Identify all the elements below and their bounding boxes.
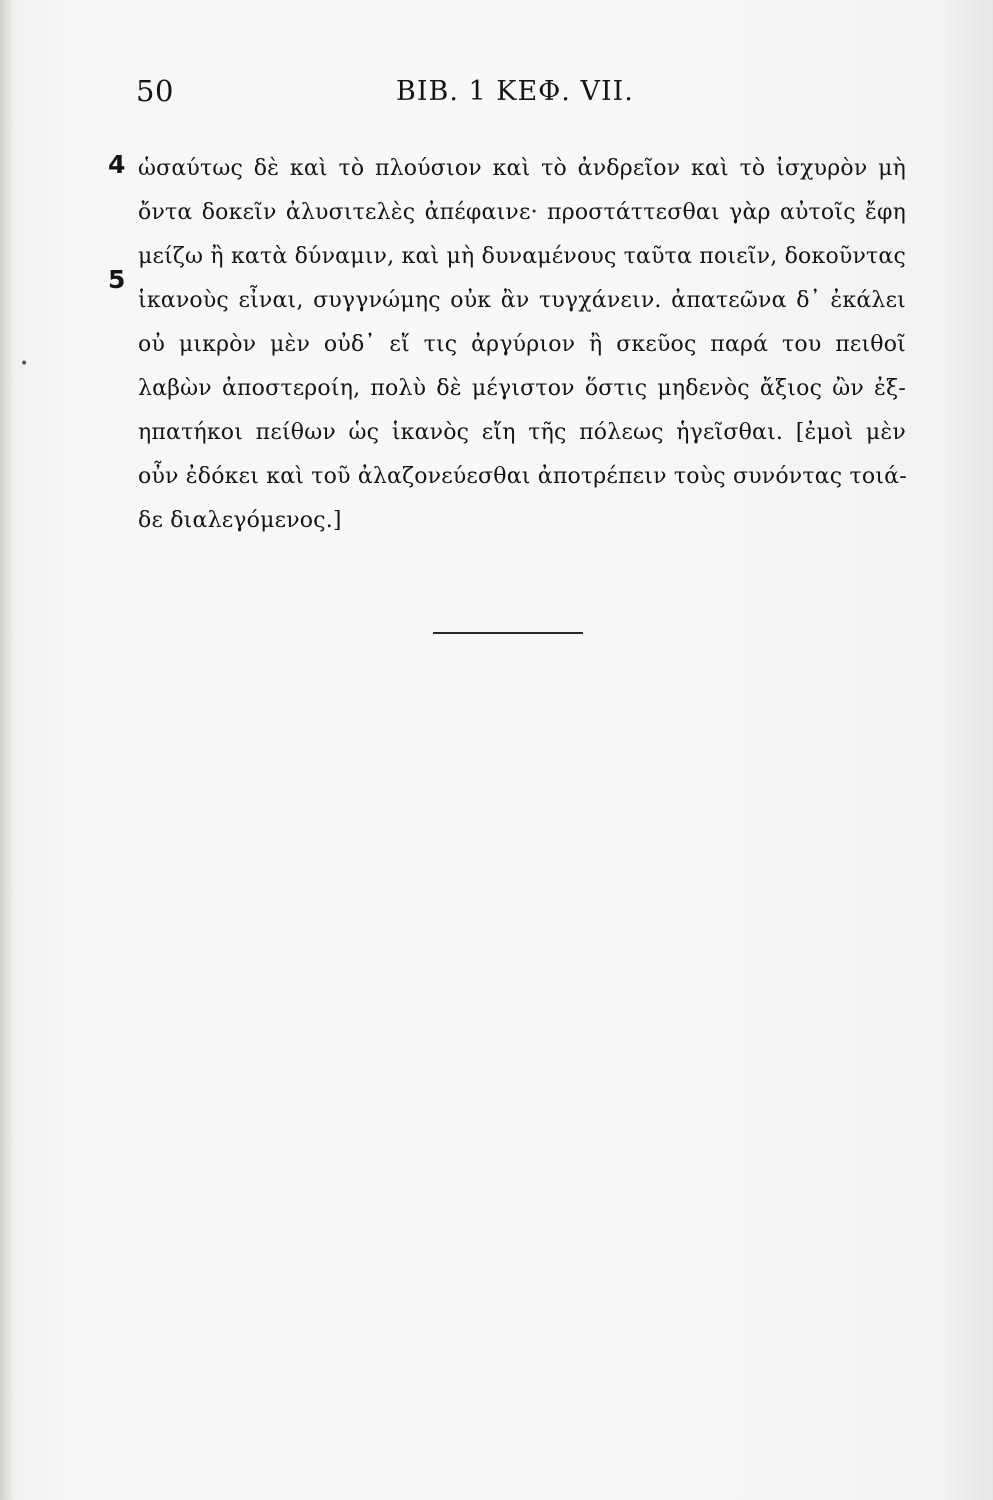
chapter-end-rule <box>433 632 583 634</box>
text-line-2: ὄντα δοκεῖν ἀλυσιτελὲς ἀπέφαινε· προστάττεσθαι γὰρ αὐτοῖς ἔφη <box>138 200 906 225</box>
section-number-4: 4 <box>108 150 126 179</box>
section-number-5: 5 <box>108 265 126 294</box>
text-line-8: οὖν ἐδόκει καὶ τοῦ ἀλαζονεύεσθαι ἀποτρέπειν τοὺς συνόντας τοιά- <box>138 464 907 489</box>
running-head: ΒΙΒ. 1 ΚΕΦ. VII. <box>396 76 634 107</box>
greek-text-block <box>138 147 906 543</box>
page-gutter-shadow <box>0 0 14 1500</box>
margin-mark: • <box>20 356 29 372</box>
text-line-7: ηπατήκοι πείθων ὡς ἱκανὸς εἴη τῆς πόλεως ἡγεῖσθαι. [ἐμοὶ μὲν <box>138 420 906 445</box>
text-line-3: μείζω ἢ κατὰ δύναμιν, καὶ μὴ δυναμένους ταῦτα ποιεῖν, δοκοῦντας <box>138 244 906 269</box>
text-line-1: ὡσαύτως δὲ καὶ τὸ πλούσιον καὶ τὸ ἀνδρεῖον καὶ τὸ ἰσχυρὸν μὴ <box>138 156 906 181</box>
text-line-4: ἱκανοὺς εἶναι, συγγνώμης οὐκ ἂν τυγχάνειν. ἀπατεῶνα δ᾽ ἐκάλει <box>138 288 906 313</box>
page-number: 50 <box>136 74 174 108</box>
text-line-5: οὐ μικρὸν μὲν οὐδ᾽ εἴ τις ἀργύριον ἢ σκεῦος παρά του πειθοῖ <box>138 332 906 357</box>
text-line-6: λαβὼν ἀποστεροίη, πολὺ δὲ μέγιστον ὅστις μηδενὸς ἄξιος ὢν ἐξ- <box>138 376 906 401</box>
text-line-9: δε διαλεγόμενος.] <box>138 508 342 533</box>
